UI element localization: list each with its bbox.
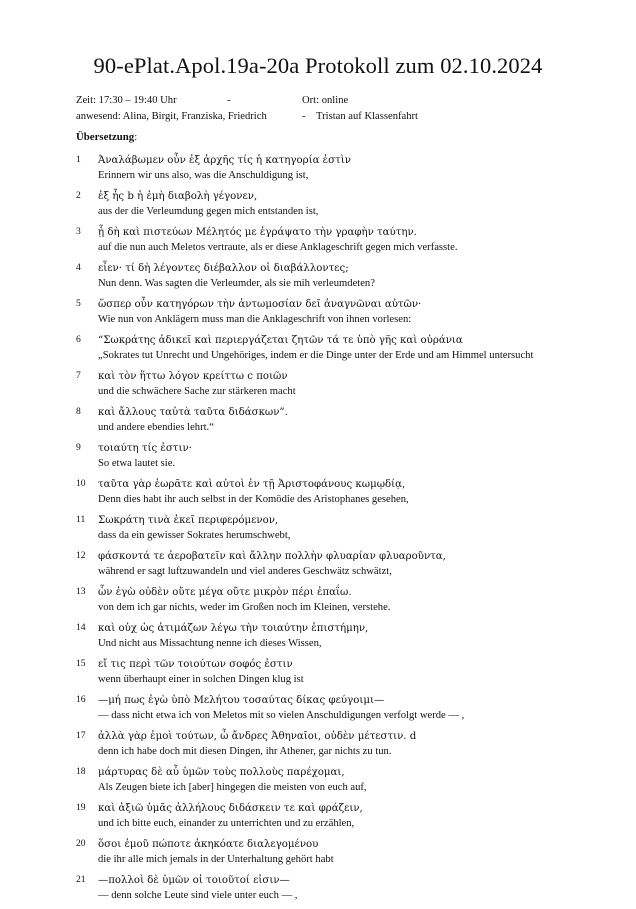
german-translation: auf die nun auch Meletos vertraute, als er diese Anklageschrift gegen mich verfasste. <box>98 242 458 253</box>
section-heading-colon: : <box>134 131 138 143</box>
german-translation: aus der die Verleumdung gegen mich entstanden ist, <box>98 206 319 217</box>
line-number: 13 <box>76 586 86 597</box>
greek-text: εἴ τις περὶ τῶν τοιούτων σοφός ἐστιν <box>98 659 293 670</box>
translation-lines <box>76 153 616 909</box>
line-number: 4 <box>76 262 81 273</box>
translation-entry <box>76 729 616 759</box>
german-translation: So etwa lautet sie. <box>98 458 176 469</box>
german-translation: — dass nicht etwa ich von Meletos mit so vielen Anschuldigungen verfolgt werde — , <box>98 710 465 721</box>
greek-text: καὶ ἀξιῶ ὑμᾶς ἀλλήλους διδάσκειν τε καὶ φράζειν, <box>98 803 363 814</box>
translation-entry <box>76 513 616 543</box>
translation-entry <box>76 261 616 291</box>
german-translation: Als Zeugen biete ich [aber] hingegen die meisten von euch auf, <box>98 782 367 793</box>
line-number: 10 <box>76 478 86 489</box>
translation-entry <box>76 477 616 507</box>
translation-entry <box>76 657 616 687</box>
meta-row-time <box>76 94 576 108</box>
german-translation: „Sokrates tut Unrecht und Ungehöriges, indem er die Dinge unter der Erde und am Himmel untersucht <box>98 350 534 361</box>
translation-entry <box>76 189 616 219</box>
line-number: 2 <box>76 190 81 201</box>
line-number: 1 <box>76 154 81 165</box>
german-translation: von dem ich gar nichts, weder im Großen noch im Kleinen, verstehe. <box>98 602 391 613</box>
greek-text: ἐξ ἧς b ἡ ἐμὴ διαβολὴ γέγονεν, <box>98 191 258 202</box>
line-number: 6 <box>76 334 81 345</box>
greek-text: ἀλλὰ γὰρ ἐμοὶ τούτων, ὦ ἄνδρες Ἀθηναῖοι, οὐδὲν μέτεστιν. d <box>98 731 417 742</box>
time-label: Zeit: 17:30 – 19:40 Uhr <box>76 95 177 106</box>
german-translation: denn ich habe doch mit diesen Dingen, ihr Athener, gar nichts zu tun. <box>98 746 392 757</box>
german-translation: und die schwächere Sache zur stärkeren macht <box>98 386 296 397</box>
translation-entry <box>76 153 616 183</box>
greek-text: —μή πως ἐγὼ ὑπὸ Μελήτου τοσαύτας δίκας φεύγοιμι— <box>98 695 385 706</box>
present-label: anwesend: Alina, Birgit, Franziska, Friedrich <box>76 111 267 122</box>
line-number: 15 <box>76 658 86 669</box>
german-translation: wenn überhaupt einer in solchen Dingen klug ist <box>98 674 304 685</box>
line-number: 11 <box>76 514 86 525</box>
line-number: 16 <box>76 694 86 705</box>
german-translation: während er sagt luftzuwandeln und viel anderes Geschwätz schwätzt, <box>98 566 392 577</box>
translation-entry <box>76 549 616 579</box>
german-translation: dass da ein gewisser Sokrates herumschwebt, <box>98 530 291 541</box>
translation-entry <box>76 837 616 867</box>
translation-entry <box>76 585 616 615</box>
translation-entry <box>76 333 616 363</box>
translation-entry <box>76 621 616 651</box>
greek-text: ὅσοι ἐμοῦ πώποτε ἀκηκόατε διαλεγομένου <box>98 839 319 850</box>
greek-text: ᾗ δὴ καὶ πιστεύων Μέλητός με ἐγράψατο τὴν γραφὴν ταύτην. <box>98 227 417 238</box>
german-translation: Denn dies habt ihr auch selbst in der Komödie des Aristophanes gesehen, <box>98 494 409 505</box>
german-translation: Erinnern wir uns also, was die Anschuldigung ist, <box>98 170 309 181</box>
german-translation: Wie nun von Anklägern muss man die Anklageschrift von ihnen vorlesen: <box>98 314 412 325</box>
german-translation: — denn solche Leute sind viele unter euch — , <box>98 890 298 901</box>
translation-entry <box>76 405 616 435</box>
greek-text: “Σωκράτης ἀδικεῖ καὶ περιεργάζεται ζητῶν τά τε ὑπὸ γῆς καὶ οὐράνια <box>98 335 463 346</box>
greek-text: ὥσπερ οὖν κατηγόρων τὴν ἀντωμοσίαν δεῖ ἀναγνῶναι αὐτῶν· <box>98 299 422 310</box>
translation-entry <box>76 225 616 255</box>
document-title: 90-ePlat.Apol.19a-20a Protokoll zum 02.10.2024 <box>93 53 543 78</box>
line-number: 7 <box>76 370 81 381</box>
line-number: 12 <box>76 550 86 561</box>
greek-text: Ἀναλάβωμεν οὖν ἐξ ἀρχῆς τίς ἡ κατηγορία ἐστὶν <box>98 155 351 166</box>
greek-text: εἶεν· τί δὴ λέγοντες διέβαλλον οἱ διαβάλλοντες; <box>98 263 349 274</box>
german-translation: Und nicht aus Missachtung nenne ich dieses Wissen, <box>98 638 322 649</box>
line-number: 5 <box>76 298 81 309</box>
line-number: 21 <box>76 874 86 885</box>
line-number: 3 <box>76 226 81 237</box>
translation-entry <box>76 873 616 903</box>
greek-text: Σωκράτη τινὰ ἐκεῖ περιφερόμενον, <box>98 515 279 526</box>
greek-text: ταῦτα γὰρ ἑωρᾶτε καὶ αὐτοὶ ἐν τῇ Ἀριστοφάνους κωμῳδίᾳ, <box>98 479 406 490</box>
translation-entry <box>76 441 616 471</box>
section-heading <box>76 131 137 143</box>
german-translation: Nun denn. Was sagten die Verleumder, als sie mih verleumdeten? <box>98 278 375 289</box>
line-number: 19 <box>76 802 86 813</box>
greek-text: καὶ τὸν ἥττω λόγον κρείττω c ποιῶν <box>98 371 288 382</box>
translation-entry <box>76 297 616 327</box>
greek-text: ὧν ἐγὼ οὐδὲν οὔτε μέγα οὔτε μικρὸν πέρι ἐπαΐω. <box>98 587 352 598</box>
german-translation: und andere ebendies lehrt.“ <box>98 422 214 433</box>
absent-separator: - <box>302 111 306 122</box>
translation-entry <box>76 369 616 399</box>
absent-label: Tristan auf Klassenfahrt <box>316 111 418 122</box>
translation-entry <box>76 693 616 723</box>
section-heading-text: Übersetzung <box>76 131 135 143</box>
line-number: 18 <box>76 766 86 777</box>
line-number: 20 <box>76 838 86 849</box>
greek-text: καὶ οὐχ ὡς ἀτιμάζων λέγω τὴν τοιαύτην ἐπιστήμην, <box>98 623 369 634</box>
place-label: Ort: online <box>302 95 349 106</box>
translation-entry <box>76 801 616 831</box>
german-translation: und ich bitte euch, einander zu unterrichten und zu erzählen, <box>98 818 355 829</box>
line-number: 17 <box>76 730 86 741</box>
greek-text: μάρτυρας δὲ αὖ ὑμῶν τοὺς πολλοὺς παρέχομαι, <box>98 767 345 778</box>
line-number: 9 <box>76 442 81 453</box>
translation-entry <box>76 765 616 795</box>
greek-text: —πολλοὶ δὲ ὑμῶν οἱ τοιοῦτοί εἰσιν— <box>98 875 290 886</box>
greek-text: φάσκοντά τε ἀεροβατεῖν καὶ ἄλλην πολλὴν φλυαρίαν φλυαροῦντα, <box>98 551 446 562</box>
meta-row-attendance <box>76 110 576 124</box>
greek-text: τοιαύτη τίς ἐστιν· <box>98 443 192 454</box>
line-number: 8 <box>76 406 81 417</box>
meta-separator: - <box>227 95 231 106</box>
german-translation: die ihr alle mich jemals in der Unterhaltung gehört habt <box>98 854 334 865</box>
line-number: 14 <box>76 622 86 633</box>
greek-text: καὶ ἄλλους ταὐτὰ ταῦτα διδάσκων”. <box>98 407 288 418</box>
